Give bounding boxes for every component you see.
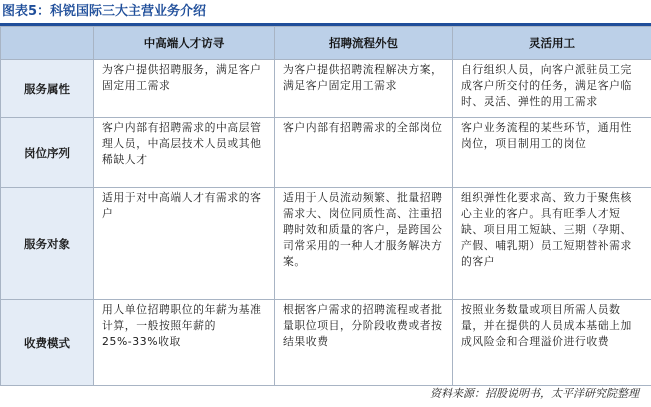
table-row (1, 188, 651, 300)
table-cell: 客户业务流程的某些环节，通用性岗位，项目制用工的岗位 (453, 118, 651, 188)
table-cell: 客户内部有招聘需求的全部岗位 (275, 118, 453, 188)
table-row (1, 118, 651, 188)
table-cell: 根据客户需求的招聘流程或者批量职位项目，分阶段收费或者按结果收费 (275, 300, 453, 386)
header-row (1, 27, 651, 60)
row-label: 岗位序列 (1, 118, 94, 188)
table-cell: 自行组织人员，向客户派驻员工完成客户所交付的任务，满足客户临时、灵活、弹性的用工需求 (453, 60, 651, 118)
table-cell: 用人单位招聘职位的年薪为基准计算，一般按照年薪的 25%-33%收取 (94, 300, 275, 386)
figure-title: 图表5：科锐国际三大主营业务介绍 (2, 4, 207, 19)
table-row (1, 300, 651, 386)
header-executive-search: 中高端人才访寻 (94, 27, 275, 60)
table-cell: 适用于人员流动频繁、批量招聘需求大、岗位同质性高、注重招聘时效和质量的客户，是跨国公司常采用的一种人才服务解决方案。 (275, 188, 453, 300)
table-cell: 为客户提供招聘服务，满足客户固定用工需求 (94, 60, 275, 118)
header-corner (1, 27, 94, 60)
table-cell: 为客户提供招聘流程解决方案，满足客户固定用工需求 (275, 60, 453, 118)
header-flexible-staffing: 灵活用工 (453, 27, 651, 60)
row-label: 收费模式 (1, 300, 94, 386)
table-cell: 组织弹性化要求高、致力于聚焦核心主业的客户。具有旺季人才短缺、项目用工短缺、三期（孕期、产假、哺乳期）员工短期替补需求的客户 (453, 188, 651, 300)
row-label: 服务对象 (1, 188, 94, 300)
table-row (1, 60, 651, 118)
source-note: 资料来源：招股说明书，太平洋研究院整理 (430, 387, 639, 400)
row-label: 服务属性 (1, 60, 94, 118)
table-cell: 适用于对中高端人才有需求的客户 (94, 188, 275, 300)
business-table (0, 26, 651, 386)
header-rpo: 招聘流程外包 (275, 27, 453, 60)
table-cell: 按照业务数量或项目所需人员数量，并在提供的人员成本基础上加成风险金和合理溢价进行收费 (453, 300, 651, 386)
table-cell: 客户内部有招聘需求的中高层管理人员，中高层技术人员或其他稀缺人才 (94, 118, 275, 188)
